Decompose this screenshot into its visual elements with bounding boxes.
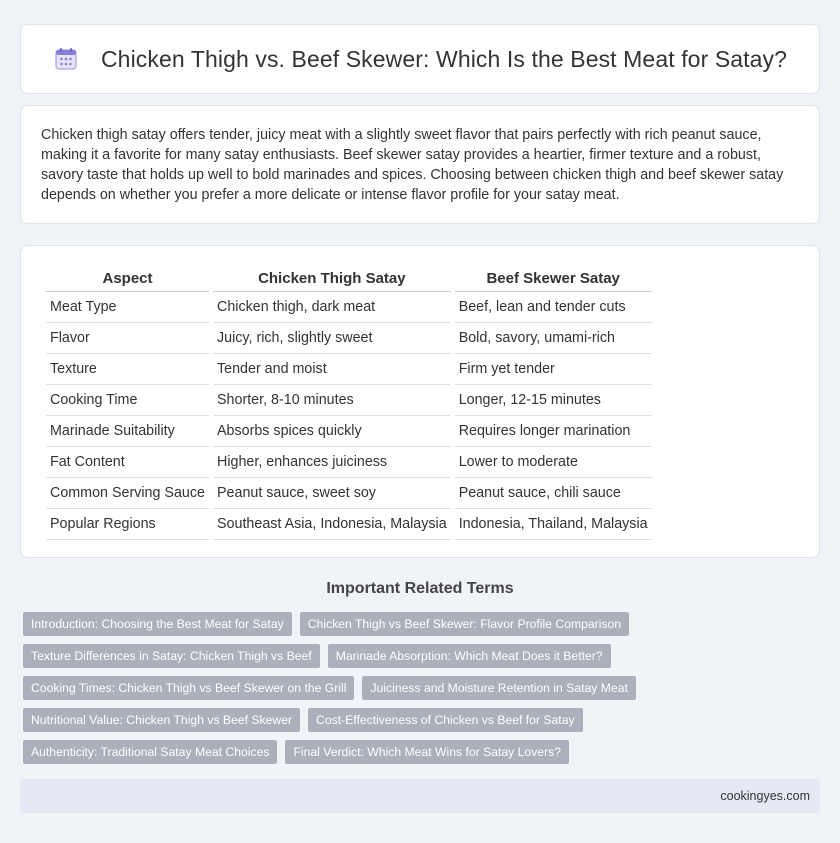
- table-cell: Texture: [46, 354, 209, 385]
- intro-paragraph: Chicken thigh satay offers tender, juicy meat with a slightly sweet flavor that pairs perfectly with rich peanut sauce, making it a favorite for many satay enthusiasts. Beef skewer satay provides a heartier, firmer texture and a robust, savory taste that holds up well to bold marinades and spices. Choosing between chicken thigh and beef skewer satay depends on whether you prefer a more delicate or intense flavor profile for your satay meat.: [41, 127, 784, 203]
- related-term-tag[interactable]: Marinade Absorption: Which Meat Does it Better?: [328, 644, 611, 668]
- related-term-tag[interactable]: Texture Differences in Satay: Chicken Thigh vs Beef: [23, 644, 320, 668]
- table-row: [46, 416, 652, 447]
- table-row: [46, 509, 652, 540]
- table-cell: Fat Content: [46, 447, 209, 478]
- table-cell: Meat Type: [46, 292, 209, 323]
- related-term-tag[interactable]: Juiciness and Moisture Retention in Satay Meat: [362, 676, 635, 700]
- table-cell: Peanut sauce, chili sauce: [455, 478, 652, 509]
- tag-row: [23, 676, 823, 700]
- table-cell: Indonesia, Thailand, Malaysia: [455, 509, 652, 540]
- footer: [20, 779, 820, 813]
- related-terms-list: [23, 612, 823, 772]
- related-term-tag[interactable]: Authenticity: Traditional Satay Meat Choices: [23, 740, 277, 764]
- table-header-row: [46, 266, 652, 292]
- table-cell: Lower to moderate: [455, 447, 652, 478]
- table-cell: Juicy, rich, slightly sweet: [213, 323, 451, 354]
- table-row: [46, 323, 652, 354]
- table-cell: Cooking Time: [46, 385, 209, 416]
- table-cell: Bold, savory, umami-rich: [455, 323, 652, 354]
- comparison-table: [42, 266, 656, 540]
- related-term-tag[interactable]: Nutritional Value: Chicken Thigh vs Beef Skewer: [23, 708, 300, 732]
- comparison-card: [20, 245, 820, 558]
- calendar-icon: [53, 46, 79, 72]
- table-cell: Requires longer marination: [455, 416, 652, 447]
- table-cell: Shorter, 8-10 minutes: [213, 385, 451, 416]
- tag-row: [23, 612, 823, 636]
- column-header-aspect: Aspect: [46, 266, 209, 292]
- related-term-tag[interactable]: Final Verdict: Which Meat Wins for Satay Lovers?: [285, 740, 569, 764]
- tag-row: [23, 644, 823, 668]
- table-row: [46, 354, 652, 385]
- table-row: [46, 292, 652, 323]
- table-cell: Flavor: [46, 323, 209, 354]
- table-cell: Firm yet tender: [455, 354, 652, 385]
- column-header-beef: Beef Skewer Satay: [455, 266, 652, 292]
- table-cell: Southeast Asia, Indonesia, Malaysia: [213, 509, 451, 540]
- table-row: [46, 447, 652, 478]
- table-cell: Marinade Suitability: [46, 416, 209, 447]
- footer-site-link[interactable]: cookingyes.com: [720, 789, 810, 803]
- table-cell: Absorbs spices quickly: [213, 416, 451, 447]
- table-cell: Common Serving Sauce: [46, 478, 209, 509]
- table-row: [46, 478, 652, 509]
- table-cell: Chicken thigh, dark meat: [213, 292, 451, 323]
- tag-row: [23, 740, 823, 764]
- related-terms-heading: Important Related Terms: [326, 580, 514, 597]
- table-cell: Longer, 12-15 minutes: [455, 385, 652, 416]
- column-header-chicken: Chicken Thigh Satay: [213, 266, 451, 292]
- related-term-tag[interactable]: Chicken Thigh vs Beef Skewer: Flavor Profile Comparison: [300, 612, 629, 636]
- table-row: [46, 385, 652, 416]
- tag-row: [23, 708, 823, 732]
- related-term-tag[interactable]: Introduction: Choosing the Best Meat for Satay: [23, 612, 292, 636]
- table-cell: Higher, enhances juiciness: [213, 447, 451, 478]
- intro-card: [20, 105, 820, 224]
- related-term-tag[interactable]: Cost-Effectiveness of Chicken vs Beef for Satay: [308, 708, 583, 732]
- header-card: [20, 24, 820, 94]
- table-cell: Popular Regions: [46, 509, 209, 540]
- page-title: Chicken Thigh vs. Beef Skewer: Which Is the Best Meat for Satay?: [100, 45, 788, 72]
- table-cell: Beef, lean and tender cuts: [455, 292, 652, 323]
- table-cell: Tender and moist: [213, 354, 451, 385]
- table-cell: Peanut sauce, sweet soy: [213, 478, 451, 509]
- related-term-tag[interactable]: Cooking Times: Chicken Thigh vs Beef Skewer on the Grill: [23, 676, 354, 700]
